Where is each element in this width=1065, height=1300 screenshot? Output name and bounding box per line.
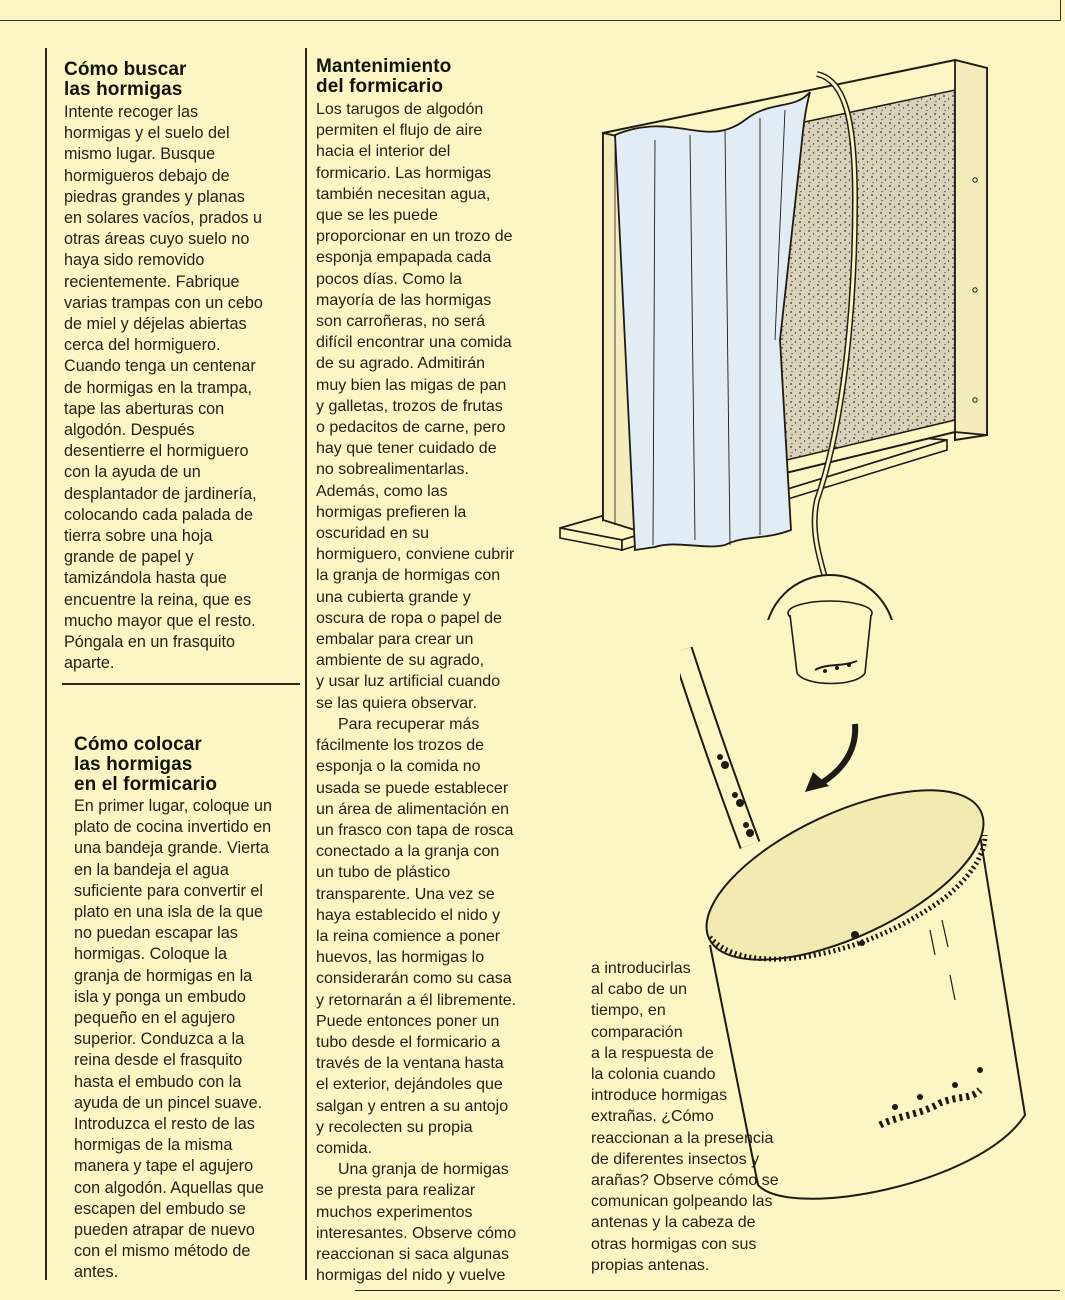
text-line: desentierre el hormiguero	[64, 442, 249, 461]
text-line: Para recuperar más	[338, 715, 480, 733]
text-line: varias trampas con un cebo	[64, 293, 263, 312]
heading-line: del formicario	[316, 76, 444, 97]
text-line: al cabo de un	[591, 981, 688, 999]
text-line: tierra sobre una hoja	[64, 527, 213, 546]
text-line: de su agrado. Admitirán	[316, 355, 485, 373]
text-line: también necesitan agua,	[316, 185, 491, 203]
heading-colocar	[74, 735, 302, 795]
text-line: hormigas prefieren la	[316, 503, 467, 521]
text-line: encuentre la reina, que es	[64, 590, 252, 609]
text-line: que se les puede	[316, 207, 438, 225]
text-line: una cubierta grande y	[316, 588, 471, 606]
text-line: otras áreas cuyo suelo no	[64, 230, 250, 249]
text-line: mucho mayor que el resto.	[64, 611, 256, 630]
text-line: pocos días. Como la	[316, 270, 462, 288]
text-line: muchos experimentos	[316, 1203, 473, 1221]
text-line: granja de hormigas en la	[74, 966, 253, 985]
text-line: con el mismo método de	[74, 1242, 251, 1261]
text-line: transparente. Una vez se	[316, 885, 495, 903]
text-line: no puedan escapar las	[74, 924, 238, 943]
cloth	[615, 92, 810, 550]
text-line: formicario. Las hormigas	[316, 164, 492, 182]
section-buscar	[64, 60, 300, 674]
text-line: hay que tener cuidado de	[316, 440, 497, 458]
text-line: piedras grandes y planas	[64, 187, 245, 206]
text-line: considerarán como su casa	[316, 970, 512, 988]
text-line: isla y ponga un embudo	[74, 987, 246, 1006]
text-line: tamizándola hasta que	[64, 569, 227, 588]
text-line: hormigas del nido y vuelve	[316, 1267, 506, 1285]
text-line: Puede entonces poner un	[316, 1012, 500, 1030]
text-line: el exterior, dejándoles que	[316, 1076, 503, 1094]
text-line: se presta para realizar	[316, 1182, 476, 1200]
text-line: embalar para crear un	[316, 631, 474, 649]
text-line: Introduzca el resto de las	[74, 1115, 255, 1134]
column-rule-middle	[305, 48, 307, 1280]
text-line: esponja o la comida no	[316, 758, 481, 776]
text-line: algodón. Después	[64, 421, 195, 440]
text-line: difícil encontrar una comida	[316, 334, 512, 352]
text-line: huevos, las hormigas lo	[316, 949, 485, 967]
text-line: haya sido removido	[64, 251, 205, 270]
text-line: comunican golpeando las	[591, 1193, 773, 1211]
ant-farm-illustration	[555, 40, 1005, 620]
text-line: través de la ventana hasta	[316, 1055, 504, 1073]
text-line: una bandeja grande. Vierta	[74, 839, 270, 858]
text-line: haya establecido el nido y	[316, 906, 501, 924]
text-line: ayuda de un pincel suave.	[74, 1093, 263, 1112]
text-line: y usar luz artificial cuando	[316, 673, 501, 691]
body-buscar	[64, 102, 300, 674]
body-continuacion	[591, 958, 831, 1276]
text-line: plato de cocina invertido en	[74, 818, 272, 837]
text-line: hacia el interior del	[316, 143, 451, 161]
text-line: a introducirlas	[591, 960, 691, 977]
text-line: son carroñeras, no será	[316, 313, 485, 331]
heading-line: Mantenimiento	[316, 56, 452, 77]
section-mantenimiento	[316, 57, 560, 1286]
text-line: o pedacitos de carne, pero	[316, 419, 506, 437]
heading-line: las hormigas	[74, 754, 193, 775]
text-line: esponja empapada cada	[316, 249, 492, 267]
text-line: hormigas y el suelo del	[64, 124, 230, 143]
text-line: ambiente de su agrado,	[316, 652, 485, 670]
text-line: mismo lugar. Busque	[64, 145, 216, 164]
text-line: mayoría de las hormigas	[316, 291, 492, 309]
text-line: reaccionan si saca algunas	[316, 1245, 510, 1263]
text-line: plato en una isla de la que	[74, 903, 264, 922]
text-line: recientemente. Fabrique	[64, 272, 240, 291]
text-line: de miel y déjelas abiertas	[64, 315, 247, 334]
text-line: tubo desde el formicario a	[316, 1033, 501, 1051]
body-mantenimiento	[316, 99, 560, 1286]
text-line: Además, como las	[316, 482, 448, 500]
text-line: tape las aberturas con	[64, 399, 225, 418]
text-line: en solares vacíos, prados u	[64, 209, 262, 228]
body-colocar	[74, 796, 302, 1284]
text-line: hormigueros debajo de	[64, 166, 230, 185]
section-divider	[62, 683, 300, 685]
text-line: y recolecten su propia	[316, 1118, 473, 1136]
text-line: salgan y entren a su antojo	[316, 1097, 509, 1115]
text-line: hasta el embudo con la	[74, 1072, 242, 1091]
text-line: pequeño en el agujero	[74, 1009, 236, 1028]
text-line: la granja de hormigas con	[316, 567, 501, 585]
text-line: antes.	[74, 1263, 119, 1282]
text-line: colocando cada palada de	[64, 505, 254, 524]
text-line: en la bandeja el agua	[74, 860, 229, 879]
text-line: tiempo, en	[591, 1002, 666, 1020]
text-line: En primer lugar, coloque un	[74, 797, 272, 815]
text-line: oscuridad en su	[316, 525, 429, 543]
text-line: hormigas de la misma	[74, 1136, 233, 1155]
text-line: con algodón. Aquellas que	[74, 1178, 264, 1197]
section-continuacion	[591, 958, 831, 1276]
text-line: comida.	[316, 1139, 373, 1157]
text-line: cerca del hormiguero.	[64, 336, 221, 355]
text-line: propias antenas.	[591, 1256, 710, 1274]
text-line: suficiente para convertir el	[74, 881, 263, 900]
text-line: con la ayuda de un	[64, 463, 201, 482]
text-line: la colonia cuando	[591, 1066, 716, 1084]
text-line: desplantador de jardinería,	[64, 484, 257, 503]
heading-buscar	[64, 60, 300, 100]
column-rule-left	[45, 48, 47, 1280]
text-line: a la respuesta de	[591, 1044, 714, 1062]
text-line: se las quiera observar.	[316, 694, 477, 712]
text-line: reina desde el frasquito	[74, 1051, 243, 1070]
text-line: conectado a la granja con	[316, 843, 500, 861]
text-line: otras hormigas con sus	[591, 1235, 757, 1253]
text-line: manera y tape el agujero	[74, 1157, 254, 1176]
text-line: interesantes. Observe cómo	[316, 1224, 517, 1242]
text-line: arañas? Observe cómo se	[591, 1172, 779, 1190]
text-line: extrañas. ¿Cómo	[591, 1108, 714, 1126]
text-line: no sobrealimentarlas.	[316, 461, 469, 479]
text-line: reaccionan a la presencia	[591, 1129, 774, 1147]
text-line: usada se puede establecer	[316, 779, 509, 797]
text-line: permiten el flujo de aire	[316, 122, 483, 140]
text-line: antenas y la cabeza de	[591, 1214, 756, 1232]
section-colocar	[74, 735, 302, 1284]
text-line: fácilmente los trozos de	[316, 737, 485, 755]
text-line: de hormigas en la trampa,	[64, 378, 253, 397]
text-line: oscura de ropa o papel de	[316, 609, 502, 627]
text-line: Una granja de hormigas	[338, 1161, 509, 1179]
text-line: de diferentes insectos y	[591, 1150, 760, 1168]
text-line: Intente recoger las	[64, 103, 199, 121]
text-line: Los tarugos de algodón	[316, 101, 484, 118]
text-line: escapen del embudo se	[74, 1199, 246, 1218]
heading-line: Cómo colocar	[74, 734, 202, 755]
text-line: Cuando tenga un centenar	[64, 357, 256, 376]
text-line: un tubo de plástico	[316, 864, 451, 882]
text-line: Póngala en un frasquito	[64, 633, 235, 652]
heading-line: en el formicario	[74, 774, 218, 795]
bottom-rule	[355, 1290, 1060, 1291]
text-line: grande de papel y	[64, 548, 194, 567]
text-line: un área de alimentación en	[316, 800, 510, 818]
text-line: introduce hormigas	[591, 1087, 728, 1105]
text-line: hormigas. Coloque la	[74, 945, 227, 964]
text-line: proporcionar en un trozo de	[316, 228, 513, 246]
text-line: hormiguero, conviene cubrir	[316, 546, 515, 564]
heading-line: las hormigas	[64, 79, 183, 100]
text-line: y retornarán a él libremente.	[316, 991, 517, 1009]
text-line: un frasco con tapa de rosca	[316, 821, 514, 839]
text-line: superior. Conduzca a la	[74, 1030, 245, 1049]
heading-line: Cómo buscar	[64, 59, 187, 80]
text-line: la reina comience a poner	[316, 927, 501, 945]
text-line: muy bien las migas de pan	[316, 376, 507, 394]
heading-mantenimiento	[316, 57, 560, 97]
text-line: pueden atrapar de nuevo	[74, 1221, 255, 1240]
text-line: comparación	[591, 1023, 683, 1041]
top-border	[0, 0, 1061, 21]
text-line: aparte.	[64, 654, 115, 673]
text-line: y galletas, trozos de frutas	[316, 397, 503, 415]
